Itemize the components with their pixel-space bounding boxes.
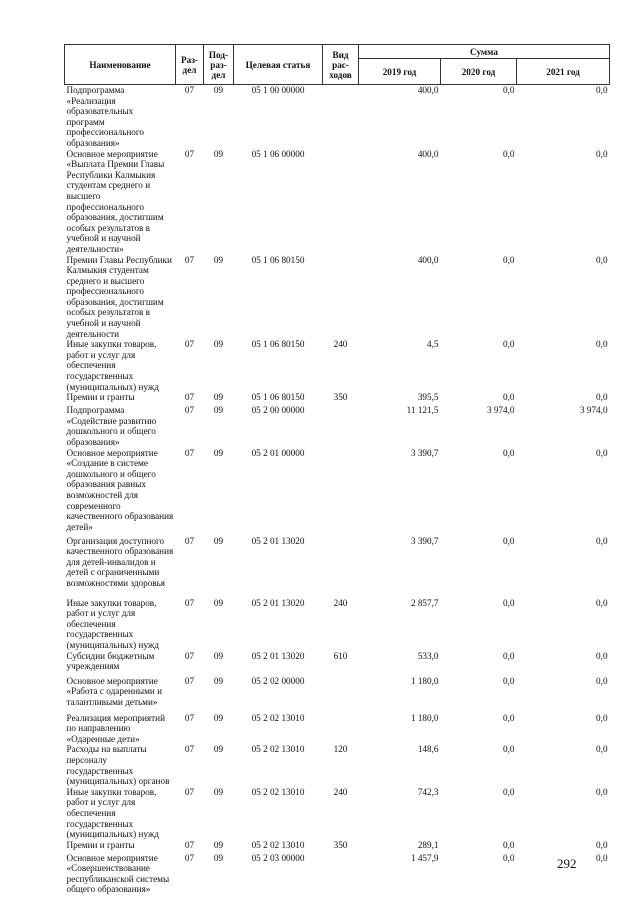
row-amount-2019: 3 390,7 (410, 535, 439, 546)
row-podrazdel: 09 (213, 392, 224, 403)
row-podrazdel: 09 (213, 535, 224, 546)
table-row (65, 853, 610, 903)
row-amount-2019: 2 857,7 (410, 597, 439, 608)
row-target: 05 2 01 00000 (251, 447, 305, 458)
row-target: 05 2 01 13020 (251, 535, 305, 546)
row-name: Основное мероприятие «Выплата Премии Главы Республики Калмыкия студентам среднего и высшего профессионального образования, достигшим особых результатов в учебной и научной деятельности» (66, 148, 165, 254)
row-amount-2020: 0,0 (503, 744, 515, 755)
table-row (65, 149, 610, 255)
row-amount-2020: 0,0 (503, 254, 515, 265)
row-amount-2021: 0,0 (596, 852, 608, 863)
row-name: Основное мероприятие «Совершенствование республиканской системы общего образования» (66, 852, 170, 895)
row-amount-2019: 289,1 (417, 839, 439, 850)
row-name: Иные закупки товаров, работ и услуг для обеспечения государственных (муниципальных) нужд (66, 339, 159, 392)
row-razdel: 07 (184, 786, 195, 797)
row-razdel: 07 (184, 85, 195, 95)
row-podrazdel: 09 (213, 254, 224, 265)
row-amount-2020: 3 974,0 (486, 405, 515, 416)
row-target: 05 2 02 13010 (251, 839, 305, 850)
table-row (65, 339, 610, 392)
row-razdel: 07 (184, 675, 195, 686)
row-amount-2019: 400,0 (417, 254, 439, 265)
row-target: 05 2 02 13010 (251, 712, 305, 723)
row-amount-2021: 0,0 (596, 650, 608, 661)
row-name: Организация доступного качественного образования для детей-инвалидов и детей с ограниченными возможностями здоровья (66, 535, 174, 588)
row-vid (323, 676, 359, 713)
row-target: 05 1 06 80150 (251, 339, 305, 350)
row-razdel: 07 (184, 447, 195, 458)
row-amount-2021: 0,0 (596, 839, 608, 850)
row-target: 05 1 06 80150 (251, 392, 305, 403)
row-amount-2020: 0,0 (503, 148, 515, 159)
row-amount-2021: 0,0 (596, 786, 608, 797)
row-vid: 240 (333, 339, 348, 350)
table-header (65, 45, 610, 85)
row-amount-2019: 11 121,5 (406, 405, 439, 416)
row-amount-2020: 0,0 (503, 839, 515, 850)
table-row (65, 448, 610, 536)
row-name: Реализация мероприятий по направлению «Одаренные дети» (66, 712, 165, 744)
row-name: Основное мероприятие «Создание в системе дошкольного и общего образования равных возможностей для современного качественного образования детей» (66, 447, 174, 532)
row-amount-2019: 148,6 (417, 744, 439, 755)
row-amount-2020: 0,0 (503, 392, 515, 403)
row-amount-2019: 400,0 (417, 85, 439, 95)
row-name: Расходы на выплаты персоналу государственных (муниципальных) органов (66, 744, 170, 787)
row-name: Премии и гранты (66, 392, 135, 403)
row-vid: 120 (333, 744, 348, 755)
row-podrazdel: 09 (213, 675, 224, 686)
budget-table (64, 44, 610, 903)
row-target: 05 2 02 00000 (251, 675, 305, 686)
row-vid: 350 (333, 392, 348, 403)
row-amount-2021: 0,0 (596, 447, 608, 458)
row-amount-2021: 0,0 (596, 744, 608, 755)
row-podrazdel: 09 (213, 597, 224, 608)
table-row (65, 676, 610, 713)
row-razdel: 07 (184, 535, 195, 546)
row-vid (323, 149, 359, 255)
header-2021: 2021 год (517, 59, 610, 85)
row-amount-2020: 0,0 (503, 535, 515, 546)
header-razdel: Раз-дел (176, 45, 204, 85)
row-target: 05 1 06 80150 (251, 254, 305, 265)
row-amount-2020: 0,0 (503, 786, 515, 797)
row-amount-2019: 3 390,7 (410, 447, 439, 458)
row-amount-2021: 0,0 (596, 254, 608, 265)
row-vid (323, 405, 359, 447)
row-podrazdel: 09 (213, 447, 224, 458)
table-row (65, 536, 610, 598)
header-name: Наименование (65, 45, 176, 85)
row-razdel: 07 (184, 597, 195, 608)
header-vid: Вид рас-ходов (323, 45, 359, 85)
row-vid: 240 (333, 597, 348, 608)
row-razdel: 07 (184, 392, 195, 403)
row-razdel: 07 (184, 254, 195, 265)
row-amount-2021: 0,0 (596, 85, 608, 95)
row-name: Подпрограмма «Реализация образовательных программ профессионального образования» (66, 85, 145, 148)
header-2019: 2019 год (359, 59, 441, 85)
row-razdel: 07 (184, 405, 195, 416)
row-name: Премии и гранты (66, 839, 135, 850)
row-vid: 350 (333, 839, 348, 850)
page-number: 292 (557, 856, 577, 871)
row-razdel: 07 (184, 839, 195, 850)
row-amount-2019: 400,0 (417, 148, 439, 159)
row-amount-2020: 0,0 (503, 852, 515, 863)
row-target: 05 2 02 13010 (251, 786, 305, 797)
header-summa: Сумма (359, 45, 610, 59)
row-amount-2021: 0,0 (596, 148, 608, 159)
header-podrazdel: Под-раз-дел (204, 45, 234, 85)
table-row (65, 598, 610, 651)
row-amount-2020: 0,0 (503, 675, 515, 686)
row-target: 05 2 03 00000 (251, 852, 305, 863)
row-podrazdel: 09 (213, 339, 224, 350)
table-row (65, 405, 610, 447)
header-target: Целевая статья (234, 45, 323, 85)
row-amount-2019: 1 180,0 (410, 712, 439, 723)
row-target: 05 2 00 00000 (251, 405, 305, 416)
row-amount-2021: 0,0 (596, 339, 608, 350)
row-razdel: 07 (184, 650, 195, 661)
table-row (65, 713, 610, 745)
row-vid (323, 85, 359, 149)
row-vid: 610 (333, 650, 348, 661)
row-amount-2020: 0,0 (503, 650, 515, 661)
row-name: Иные закупки товаров, работ и услуг для обеспечения государственных (муниципальных) нужд (66, 597, 159, 650)
row-vid (323, 536, 359, 598)
row-amount-2019: 742,3 (417, 786, 439, 797)
row-amount-2021: 0,0 (596, 712, 608, 723)
row-razdel: 07 (184, 744, 195, 755)
row-podrazdel: 09 (213, 712, 224, 723)
row-amount-2020: 0,0 (503, 712, 515, 723)
row-name: Премии Главы Республики Калмыкия студентам среднего и высшего профессионального образования, достигшим особых результатов в учебной и научной деятельности (66, 254, 172, 339)
table-row (65, 255, 610, 340)
row-amount-2019: 1 457,9 (410, 852, 439, 863)
row-target: 05 2 02 13010 (251, 744, 305, 755)
row-podrazdel: 09 (213, 85, 224, 95)
row-amount-2020: 0,0 (503, 447, 515, 458)
row-podrazdel: 09 (213, 650, 224, 661)
table-row (65, 85, 610, 149)
row-target: 05 2 01 13020 (251, 597, 305, 608)
row-podrazdel: 09 (213, 852, 224, 863)
row-name: Основное мероприятие «Работа с одаренными и талантливыми детьми» (66, 675, 163, 707)
table-row (65, 744, 610, 786)
row-amount-2021: 3 974,0 (579, 405, 608, 416)
row-amount-2019: 4,5 (427, 339, 439, 350)
row-amount-2020: 0,0 (503, 339, 515, 350)
row-name: Иные закупки товаров, работ и услуг для обеспечения государственных (муниципальных) нужд (66, 786, 159, 840)
row-podrazdel: 09 (213, 405, 224, 416)
row-amount-2019: 1 180,0 (410, 675, 439, 686)
row-vid (323, 853, 359, 903)
row-amount-2021: 0,0 (596, 535, 608, 546)
row-amount-2021: 0,0 (596, 392, 608, 403)
row-vid (323, 713, 359, 745)
row-podrazdel: 09 (213, 744, 224, 755)
row-razdel: 07 (184, 148, 195, 159)
row-amount-2020: 0,0 (503, 597, 515, 608)
row-name: Субсидии бюджетным учреждениям (66, 650, 155, 672)
row-name: Подпрограмма «Содействие развитию дошкольного и общего образования» (66, 405, 157, 447)
row-podrazdel: 09 (213, 148, 224, 159)
row-podrazdel: 09 (213, 839, 224, 850)
row-razdel: 07 (184, 339, 195, 350)
row-amount-2021: 0,0 (596, 597, 608, 608)
row-vid: 240 (333, 786, 348, 797)
table-row (65, 840, 610, 853)
header-2020: 2020 год (441, 59, 517, 85)
row-razdel: 07 (184, 852, 195, 863)
row-podrazdel: 09 (213, 786, 224, 797)
row-amount-2019: 533,0 (417, 650, 439, 661)
table-row (65, 787, 610, 840)
table-body (65, 85, 610, 903)
row-vid (323, 448, 359, 536)
row-razdel: 07 (184, 712, 195, 723)
row-amount-2019: 395,5 (417, 392, 439, 403)
table-row (65, 392, 610, 405)
row-target: 05 1 06 00000 (251, 148, 305, 159)
row-amount-2021: 0,0 (596, 675, 608, 686)
table-row (65, 651, 610, 676)
row-target: 05 1 00 00000 (251, 85, 305, 95)
row-target: 05 2 01 13020 (251, 650, 305, 661)
row-vid (323, 255, 359, 340)
row-amount-2020: 0,0 (503, 85, 515, 95)
